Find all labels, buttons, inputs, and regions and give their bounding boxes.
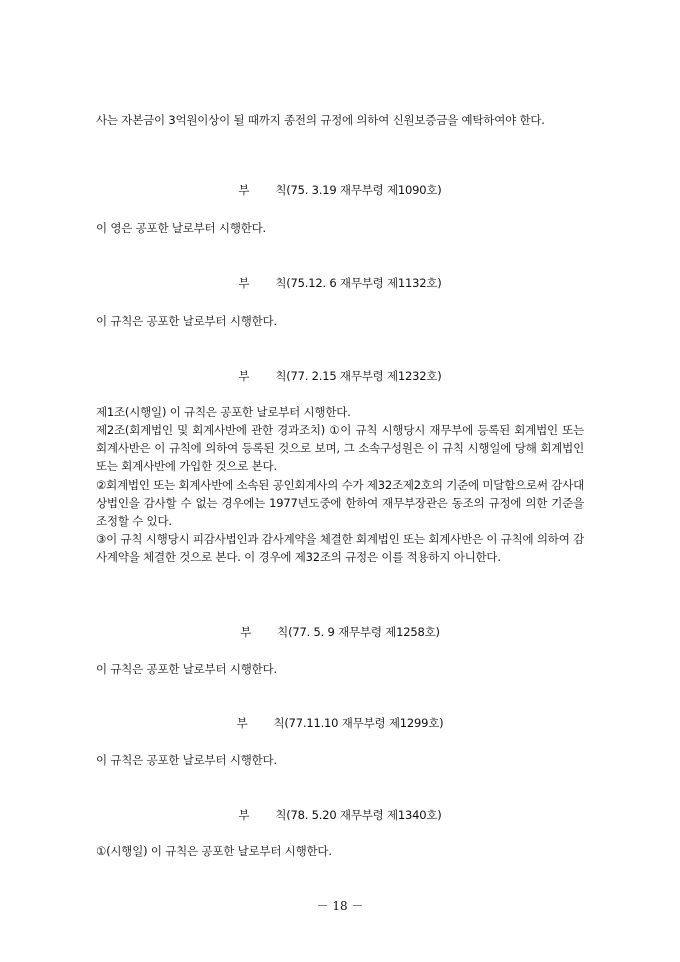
supplementary-heading-text: 칙(77. 5. 9 재무부령 제1258호) xyxy=(277,625,440,639)
supplementary-heading-text: 칙(77. 2.15 재무부령 제1232호) xyxy=(275,369,442,383)
supplementary-label: 부 xyxy=(238,183,250,197)
article-2-clause-3-paragraph: ③이 규칙 시행당시 피감사법인과 감사계약을 체결한 회계법인 또는 회계사반은 이 규칙에 의하여 감사계약을 체결한 것으로 본다. 이 경우에 제32조의 규정은 이를 적용하지 아니한다. xyxy=(96,532,584,564)
supplementary-heading-text: 칙(78. 5.20 재무부령 제1340호) xyxy=(275,808,442,822)
supplementary-label: 부 xyxy=(238,808,250,822)
supplementary-heading-text: 칙(75.12. 6 재무부령 제1132호) xyxy=(275,276,442,290)
supplementary-label: 부 xyxy=(236,716,248,730)
supplementary-provision-heading xyxy=(0,623,680,641)
section-paragraph: 이 규칙은 공포한 날로부터 시행한다. xyxy=(96,753,277,767)
section-paragraph: 이 영은 공포한 날로부터 시행한다. xyxy=(96,221,267,235)
supplementary-provision-heading xyxy=(0,274,680,292)
article-2-clause-2-paragraph: ②회계법인 또는 회계사반에 소속된 공인회계사의 수가 제32조제2호의 기준에 미달함으로써 감사대상법인을 감사할 수 없는 경우에는 1977년도중에 한하여 재무부장관은 동조의 규정에 의한 기준을 조정할 수 있다. xyxy=(96,478,585,528)
article-2-paragraph: 제2조(회계법인 및 회계사반에 관한 경과조치) ①이 규칙 시행당시 재무부에 등록된 회계법인 또는 회계사반은 이 규칙에 의하여 등록된 것으로 보며, 그 소속구성원은 이 규칙 시행일에 당해 회계법인 또는 회계사반에 가입한 것으로 본다. xyxy=(96,423,584,473)
article-1-paragraph: 제1조(시행일) 이 규칙은 공포한 날로부터 시행한다. xyxy=(96,405,351,419)
intro-paragraph: 사는 자본금이 3억원이상이 될 때까지 종전의 규정에 의하여 신원보증금을 예탁하여야 한다. xyxy=(96,113,545,127)
supplementary-provision-heading xyxy=(0,367,680,385)
supplementary-label: 부 xyxy=(240,625,252,639)
supplementary-provision-heading xyxy=(0,714,680,732)
supplementary-heading-text: 칙(75. 3.19 재무부령 제1090호) xyxy=(275,183,442,197)
page-number: － 18 － xyxy=(316,899,364,913)
section-paragraph: 이 규칙은 공포한 날로부터 시행한다. xyxy=(96,662,277,676)
section-paragraph: 이 규칙은 공포한 날로부터 시행한다. xyxy=(96,314,277,328)
supplementary-heading-text: 칙(77.11.10 재무부령 제1299호) xyxy=(273,716,444,730)
supplementary-provision-heading xyxy=(0,181,680,199)
supplementary-label: 부 xyxy=(238,276,250,290)
supplementary-label: 부 xyxy=(238,369,250,383)
section-paragraph: ①(시행일) 이 규칙은 공포한 날로부터 시행한다. xyxy=(96,844,332,858)
supplementary-provision-heading xyxy=(0,806,680,824)
